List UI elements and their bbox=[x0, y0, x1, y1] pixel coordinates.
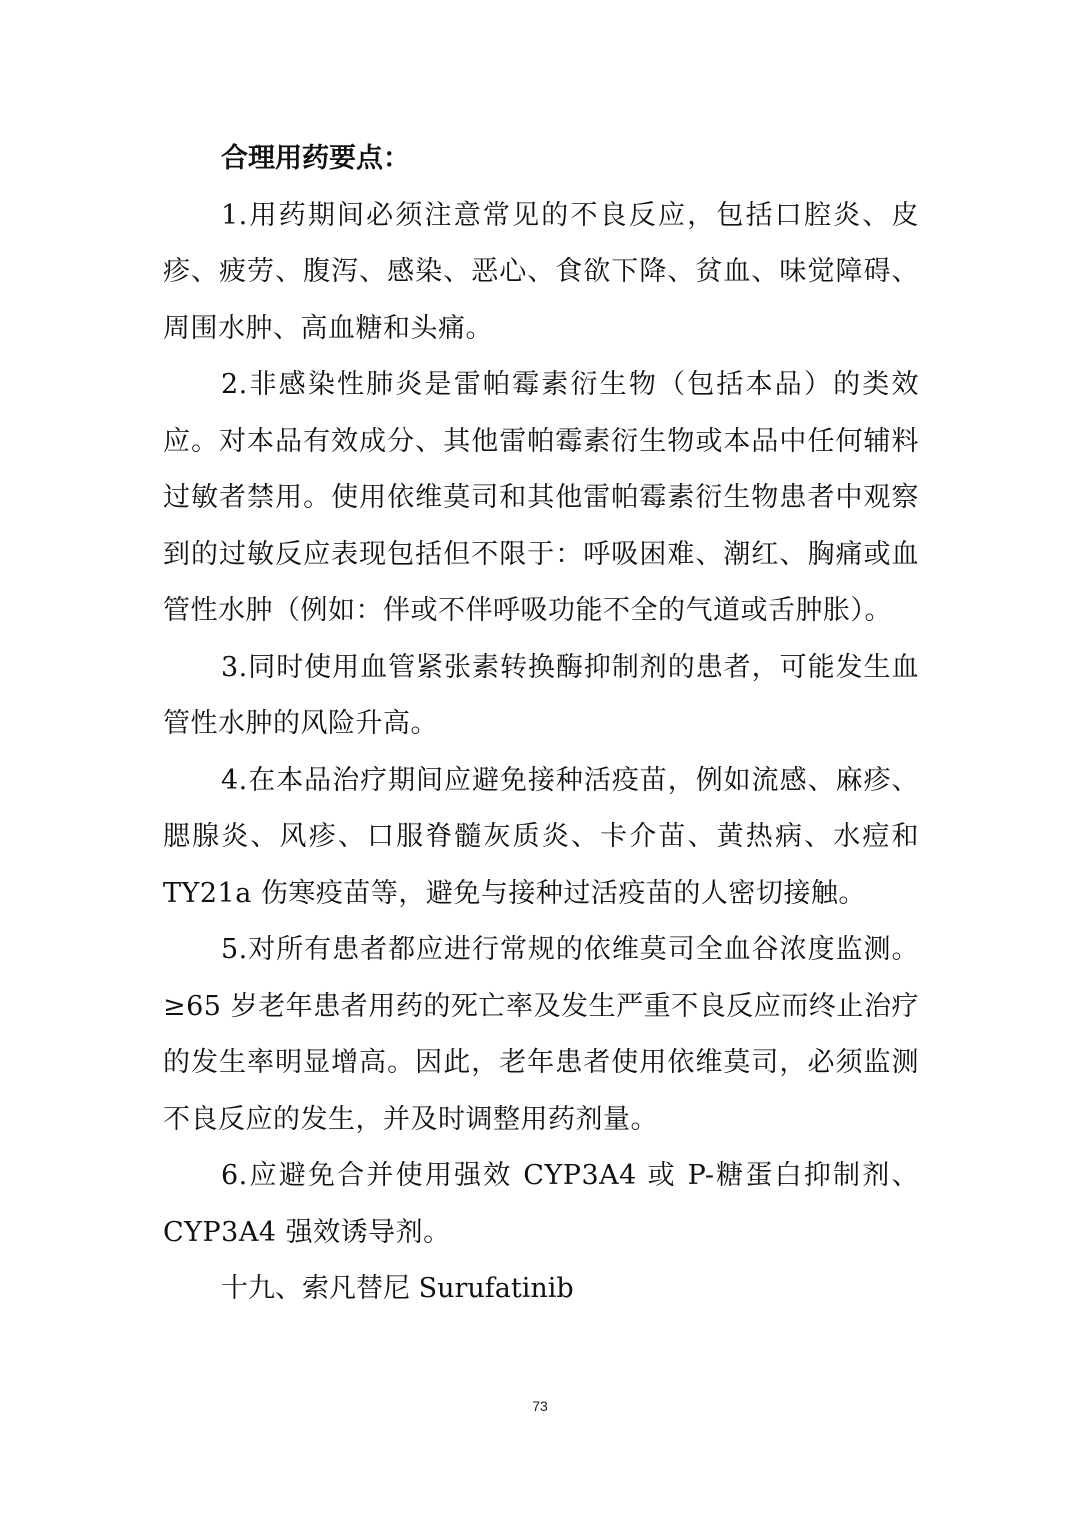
paragraph-4: 4.在本品治疗期间应避免接种活疫苗，例如流感、麻疹、腮腺炎、风疹、口服脊髓灰质炎、卡介苗、黄热病、水痘和TY21a 伤寒疫苗等，避免与接种过活疫苗的人密切接触。 bbox=[163, 764, 919, 909]
paragraph-2: 2.非感染性肺炎是雷帕霉素衍生物（包括本品）的类效应。对本品有效成分、其他雷帕霉素衍生物或本品中任何辅料过敏者禁用。使用依维莫司和其他雷帕霉素衍生物患者中观察到的过敏反应表现包括但不限于：呼吸困难、潮红、胸痛或血管性水肿（例如：伴或不伴呼吸功能不全的气道或舌肿胀）。 bbox=[163, 369, 919, 626]
document-body bbox=[163, 131, 919, 1318]
section-heading: 合理用药要点： bbox=[221, 143, 410, 174]
paragraph-6: 6.应避免合并使用强效 CYP3A4 或 P-糖蛋白抑制剂、CYP3A4 强效诱导剂。 bbox=[163, 1160, 919, 1248]
section-title: 十九、索凡替尼 Surufatinib bbox=[221, 1273, 574, 1304]
page-number: 73 bbox=[532, 1398, 548, 1414]
paragraph-5: 5.对所有患者都应进行常规的依维莫司全血谷浓度监测。≥65 岁老年患者用药的死亡率及发生严重不良反应而终止治疗的发生率明显增高。因此，老年患者使用依维莫司，必须监测不良反应的发生，并及时调整用药剂量。 bbox=[163, 934, 919, 1135]
paragraph-3: 3.同时使用血管紧张素转换酶抑制剂的患者，可能发生血管性水肿的风险升高。 bbox=[163, 651, 919, 739]
paragraph-1: 1.用药期间必须注意常见的不良反应，包括口腔炎、皮疹、疲劳、腹泻、感染、恶心、食欲下降、贫血、味觉障碍、周围水肿、高血糖和头痛。 bbox=[163, 199, 919, 344]
